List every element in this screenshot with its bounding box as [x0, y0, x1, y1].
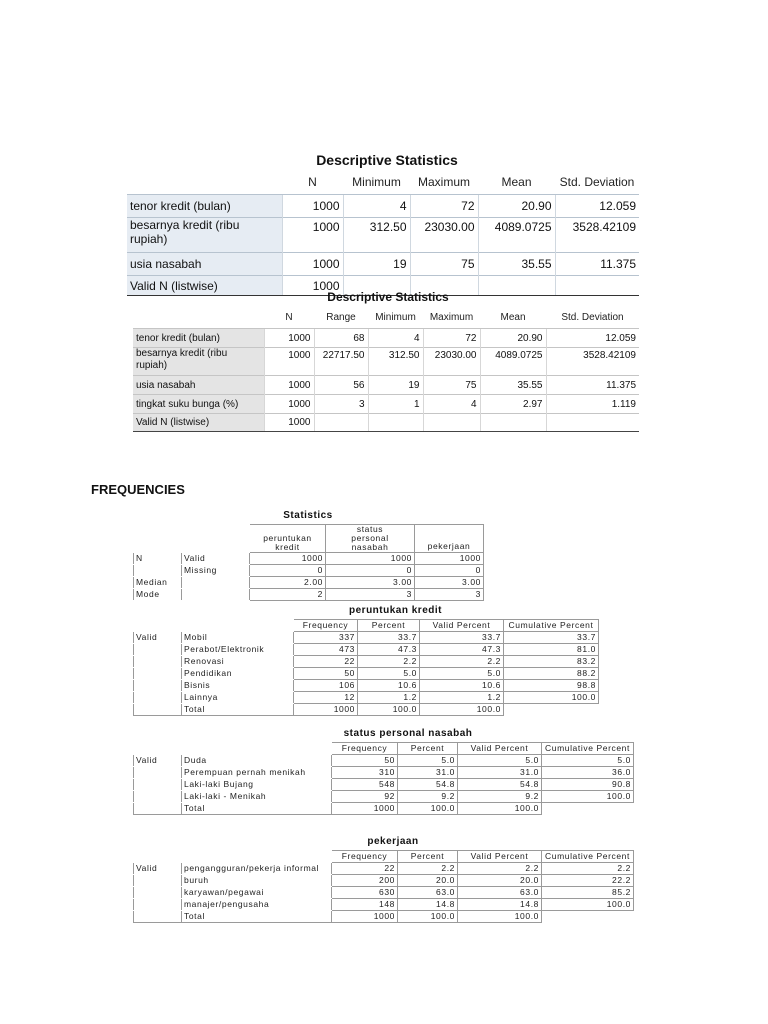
- row-label: buruh: [182, 875, 332, 887]
- table-cell: 1: [368, 395, 423, 414]
- column-header: Range: [326, 311, 356, 323]
- table-cell: 3528.42109: [555, 218, 639, 253]
- table-cell: 47.3: [420, 644, 504, 656]
- table-cell: 9.2: [458, 791, 542, 803]
- table-cell: 3528.42109: [546, 348, 639, 376]
- column-header: Frequency: [332, 743, 398, 755]
- table-cell: 10.6: [358, 680, 420, 692]
- table-row: [134, 755, 634, 767]
- table-cell: 630: [332, 887, 398, 899]
- table-cell: 4: [368, 329, 423, 348]
- table-row: [134, 911, 634, 923]
- table-cell: 33.7: [504, 632, 599, 644]
- table-cell: 4089.0725: [478, 218, 555, 253]
- column-header: Maximum: [417, 175, 470, 189]
- row-label: Mobil: [182, 632, 294, 644]
- table-cell: 1000: [264, 329, 314, 348]
- table-row: [133, 329, 639, 348]
- table-cell: 10.6: [420, 680, 504, 692]
- table-cell: [368, 414, 423, 432]
- column-header: status personal nasabah: [326, 525, 415, 553]
- table-cell: 1.2: [420, 692, 504, 704]
- table-cell: 1.119: [546, 395, 639, 414]
- table-row: [133, 376, 639, 395]
- table-row: [134, 577, 484, 589]
- table-cell: 1.2: [358, 692, 420, 704]
- table-title: Descriptive Statistics: [327, 290, 449, 304]
- column-header: Frequency: [332, 851, 398, 863]
- table-row: [134, 863, 634, 875]
- column-header: Maximum: [429, 311, 474, 323]
- table-row: [133, 348, 639, 376]
- column-header: Valid Percent: [420, 620, 504, 632]
- table-cell: [542, 911, 634, 923]
- table-cell: 12.059: [546, 329, 639, 348]
- table-cell: 35.55: [478, 253, 555, 276]
- table-cell: 310: [332, 767, 398, 779]
- table-cell: 85.2: [542, 887, 634, 899]
- table-cell: 2.2: [542, 863, 634, 875]
- table-title: status personal nasabah: [343, 728, 473, 739]
- table-cell: 11.375: [546, 376, 639, 395]
- table-cell: [423, 414, 480, 432]
- table-cell: 14.8: [458, 899, 542, 911]
- table-title: pekerjaan: [367, 836, 419, 847]
- table-cell: [314, 414, 368, 432]
- table-cell: 4: [343, 195, 410, 218]
- column-header: peruntukan kredit: [250, 525, 326, 553]
- row-group-label: Valid: [134, 632, 182, 644]
- table-cell: 19: [343, 253, 410, 276]
- table-row: [134, 565, 484, 577]
- column-header: Std. Deviation: [561, 311, 624, 323]
- table-cell: [542, 803, 634, 815]
- table-cell: 4089.0725: [480, 348, 546, 376]
- column-header: Mean: [501, 175, 532, 189]
- row-label: Total: [182, 911, 332, 923]
- column-header: N: [285, 311, 293, 323]
- table-row: [134, 632, 599, 644]
- column-header: pekerjaan: [415, 525, 484, 553]
- table-cell: 20.90: [480, 329, 546, 348]
- table-cell: 2.2: [398, 863, 458, 875]
- table-cell: 1000: [264, 348, 314, 376]
- table-title: Descriptive Statistics: [316, 152, 458, 168]
- table-cell: 33.7: [420, 632, 504, 644]
- peruntukan-kredit-table: [133, 605, 598, 716]
- table-cell: 19: [368, 376, 423, 395]
- table-row: [127, 195, 639, 218]
- table-cell: 1000: [294, 704, 358, 716]
- table-cell: 72: [410, 195, 478, 218]
- table-cell: 2.2: [420, 656, 504, 668]
- row-label: Mode: [134, 589, 182, 601]
- table-row: [134, 553, 484, 565]
- row-label: Total: [182, 704, 294, 716]
- table-cell: 75: [410, 253, 478, 276]
- row-label: Renovasi: [182, 656, 294, 668]
- table-row: [134, 791, 634, 803]
- table-cell: 100.0: [458, 911, 542, 923]
- row-label: tenor kredit (bulan): [133, 329, 264, 348]
- table-cell: 100.0: [458, 803, 542, 815]
- table-cell: 2: [250, 589, 326, 601]
- table-row: [134, 668, 599, 680]
- table-cell: 100.0: [504, 692, 599, 704]
- descriptive-statistics-table-2: [133, 288, 639, 432]
- table-cell: 23030.00: [410, 218, 478, 253]
- table-row: [133, 395, 639, 414]
- row-label: karyawan/pegawai: [182, 887, 332, 899]
- table-cell: 2.2: [358, 656, 420, 668]
- table-cell: 50: [294, 668, 358, 680]
- row-label: Lainnya: [182, 692, 294, 704]
- table-cell: 20.0: [398, 875, 458, 887]
- column-header: Cumulative Percent: [542, 851, 634, 863]
- row-label: usia nasabah: [133, 376, 264, 395]
- table-row: [127, 218, 639, 253]
- table-cell: 1000: [282, 195, 343, 218]
- row-label: Pendidikan: [182, 668, 294, 680]
- table-cell: 12.059: [555, 195, 639, 218]
- table-row: [134, 875, 634, 887]
- table-cell: [546, 414, 639, 432]
- table-cell: 54.8: [398, 779, 458, 791]
- table-cell: 31.0: [398, 767, 458, 779]
- table-row: [134, 704, 599, 716]
- table-cell: 83.2: [504, 656, 599, 668]
- table-cell: 12: [294, 692, 358, 704]
- table-cell: 100.0: [542, 899, 634, 911]
- row-label: Median: [134, 577, 182, 589]
- column-header: Mean: [500, 311, 526, 323]
- table-cell: 47.3: [358, 644, 420, 656]
- row-label: N: [134, 553, 182, 565]
- column-header: Std. Deviation: [559, 175, 635, 189]
- row-group-label: Valid: [134, 755, 182, 767]
- row-label: [182, 577, 250, 589]
- table-row: [134, 803, 634, 815]
- table-cell: 337: [294, 632, 358, 644]
- table-cell: 81.0: [504, 644, 599, 656]
- table-cell: 548: [332, 779, 398, 791]
- table-row: [134, 899, 634, 911]
- table-row: [134, 680, 599, 692]
- table-cell: 36.0: [542, 767, 634, 779]
- column-header: Valid Percent: [458, 743, 542, 755]
- table-cell: 72: [423, 329, 480, 348]
- column-header: Frequency: [294, 620, 358, 632]
- table-cell: 20.0: [458, 875, 542, 887]
- table-cell: [504, 704, 599, 716]
- table-cell: 63.0: [458, 887, 542, 899]
- table-row: [134, 692, 599, 704]
- row-label: [182, 589, 250, 601]
- column-header: Percent: [358, 620, 420, 632]
- table-row: [134, 644, 599, 656]
- table-cell: 100.0: [358, 704, 420, 716]
- row-label: besarnya kredit (ribu rupiah): [127, 218, 282, 253]
- column-header: Minimum: [375, 311, 416, 323]
- row-label: Missing: [182, 565, 250, 577]
- table-cell: 75: [423, 376, 480, 395]
- row-label: Total: [182, 803, 332, 815]
- table-cell: 5.0: [458, 755, 542, 767]
- table-cell: 1000: [282, 218, 343, 253]
- table-cell: 1000: [282, 276, 343, 296]
- table-cell: 23030.00: [423, 348, 480, 376]
- table-cell: 50: [332, 755, 398, 767]
- section-heading: FREQUENCIES: [91, 482, 185, 497]
- table-cell: 68: [314, 329, 368, 348]
- table-cell: 20.90: [478, 195, 555, 218]
- table-cell: 63.0: [398, 887, 458, 899]
- table-cell: 90.8: [542, 779, 634, 791]
- row-label: [134, 565, 182, 577]
- statistics-table: [133, 510, 483, 601]
- table-cell: 100.0: [398, 803, 458, 815]
- table-cell: 1000: [326, 553, 415, 565]
- table-cell: 9.2: [398, 791, 458, 803]
- column-header: N: [308, 175, 317, 189]
- table-cell: 54.8: [458, 779, 542, 791]
- row-label: pengangguran/pekerja informal: [182, 863, 332, 875]
- row-label: besarnya kredit (ribu rupiah): [133, 348, 264, 376]
- table-cell: 0: [326, 565, 415, 577]
- column-header: Cumulative Percent: [542, 743, 634, 755]
- table-cell: 56: [314, 376, 368, 395]
- table-cell: 5.0: [542, 755, 634, 767]
- table-cell: 1000: [415, 553, 484, 565]
- row-label: Bisnis: [182, 680, 294, 692]
- table-cell: 1000: [264, 376, 314, 395]
- row-label: Laki-laki Bujang: [182, 779, 332, 791]
- table-cell: [480, 414, 546, 432]
- table-cell: 100.0: [542, 791, 634, 803]
- table-cell: 22.2: [542, 875, 634, 887]
- table-cell: 31.0: [458, 767, 542, 779]
- row-label: Duda: [182, 755, 332, 767]
- table-cell: 92: [332, 791, 398, 803]
- table-row: [134, 589, 484, 601]
- table-cell: 22717.50: [314, 348, 368, 376]
- table-title: Statistics: [283, 510, 333, 521]
- row-label: Laki-laki - Menikah: [182, 791, 332, 803]
- table-cell: 3: [415, 589, 484, 601]
- table-cell: 3.00: [415, 577, 484, 589]
- table-cell: 5.0: [358, 668, 420, 680]
- table-cell: 312.50: [368, 348, 423, 376]
- table-cell: 1000: [264, 395, 314, 414]
- table-cell: 148: [332, 899, 398, 911]
- table-cell: 100.0: [398, 911, 458, 923]
- table-cell: 3: [314, 395, 368, 414]
- row-label: tenor kredit (bulan): [127, 195, 282, 218]
- table-cell: 11.375: [555, 253, 639, 276]
- column-header: Cumulative Percent: [504, 620, 599, 632]
- table-cell: 1000: [250, 553, 326, 565]
- table-cell: 106: [294, 680, 358, 692]
- table-cell: 33.7: [358, 632, 420, 644]
- status-personal-nasabah-table: [133, 728, 633, 815]
- table-row: [134, 767, 634, 779]
- table-cell: 1000: [332, 803, 398, 815]
- table-cell: 2.97: [480, 395, 546, 414]
- table-cell: 200: [332, 875, 398, 887]
- table-row: [133, 414, 639, 432]
- table-cell: 1000: [264, 414, 314, 432]
- row-label: tingkat suku bunga (%): [133, 395, 264, 414]
- table-cell: 0: [415, 565, 484, 577]
- row-label: usia nasabah: [127, 253, 282, 276]
- table-cell: 3.00: [326, 577, 415, 589]
- row-label: Valid N (listwise): [133, 414, 264, 432]
- row-label: Perempuan pernah menikah: [182, 767, 332, 779]
- table-cell: 1000: [282, 253, 343, 276]
- row-label: Valid N (listwise): [127, 276, 282, 296]
- table-cell: 22: [294, 656, 358, 668]
- descriptive-statistics-table-1: [127, 150, 639, 296]
- column-header: Valid Percent: [458, 851, 542, 863]
- row-label: Valid: [182, 553, 250, 565]
- table-cell: 473: [294, 644, 358, 656]
- row-label: Perabot/Elektronik: [182, 644, 294, 656]
- table-cell: 3: [326, 589, 415, 601]
- row-group-label: Valid: [134, 863, 182, 875]
- column-header: Percent: [398, 743, 458, 755]
- table-row: [127, 253, 639, 276]
- column-header: Minimum: [352, 175, 401, 189]
- table-title: peruntukan kredit: [349, 605, 442, 616]
- table-cell: 22: [332, 863, 398, 875]
- table-cell: 1000: [332, 911, 398, 923]
- table-row: [134, 779, 634, 791]
- table-cell: 2.2: [458, 863, 542, 875]
- row-label: manajer/pengusaha: [182, 899, 332, 911]
- column-header: Percent: [398, 851, 458, 863]
- table-cell: 35.55: [480, 376, 546, 395]
- table-cell: 312.50: [343, 218, 410, 253]
- table-cell: 4: [423, 395, 480, 414]
- table-cell: 2.00: [250, 577, 326, 589]
- pekerjaan-table: [133, 836, 633, 923]
- table-cell: 14.8: [398, 899, 458, 911]
- table-row: [134, 887, 634, 899]
- table-cell: 98.8: [504, 680, 599, 692]
- table-row: [134, 656, 599, 668]
- table-cell: 5.0: [420, 668, 504, 680]
- table-cell: 5.0: [398, 755, 458, 767]
- table-cell: 0: [250, 565, 326, 577]
- table-cell: 100.0: [420, 704, 504, 716]
- table-cell: 88.2: [504, 668, 599, 680]
